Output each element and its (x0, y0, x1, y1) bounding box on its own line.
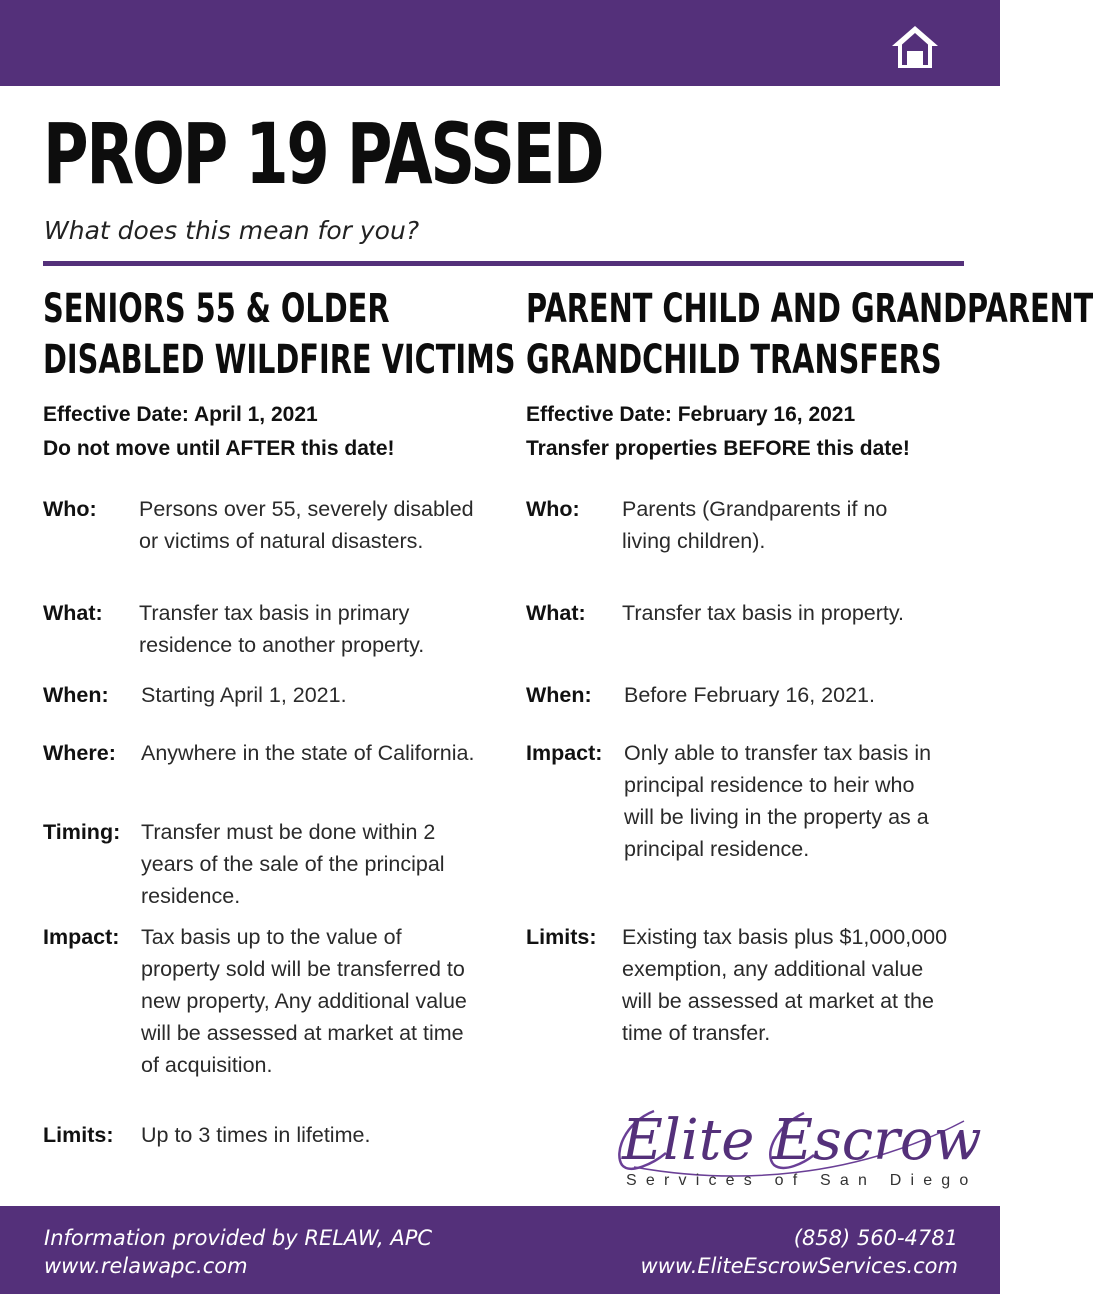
entry-text: Persons over 55, severely disabled or victims of natural disasters. (139, 497, 474, 553)
section-heading-line: DISABLED WILDFIRE VICTIMS (43, 337, 516, 383)
entry-text: Before February 16, 2021. (624, 683, 875, 707)
effective-date-block (526, 398, 910, 466)
footer-website-link[interactable]: www.EliteEscrowServices.com (640, 1254, 958, 1278)
footer-bar (0, 1206, 1000, 1294)
entry-text: Up to 3 times in lifetime. (141, 1123, 371, 1147)
effective-note: Transfer properties BEFORE this date! (526, 437, 910, 460)
entry-label: Who: (43, 497, 97, 521)
footer-credit-link[interactable]: www.relawapc.com (44, 1254, 248, 1278)
entry-label: Limits: (526, 925, 597, 949)
entry-text: Parents (Grandparents if no living children). (622, 497, 888, 553)
entry-label: Timing: (43, 820, 121, 844)
footer-phone[interactable]: (858) 560-4781 (793, 1226, 958, 1250)
entry-label: What: (526, 601, 586, 625)
effective-date: Effective Date: February 16, 2021 (526, 403, 856, 426)
effective-date: Effective Date: April 1, 2021 (43, 403, 318, 426)
header-bar (0, 0, 1000, 86)
entry-text: Tax basis up to the value of property sold will be transferred to new property, Any additional value will be assessed at market at time of acquisition. (141, 925, 467, 1077)
home-icon[interactable] (890, 22, 940, 72)
section-heading-line: SENIORS 55 & OLDER (43, 286, 390, 332)
entry-label: Limits: (43, 1123, 114, 1147)
logo-tagline: Services of San Diego (626, 1172, 978, 1189)
entry-label: Where: (43, 741, 116, 765)
entry-text: Only able to transfer tax basis in principal residence to heir who will be living in the property as a principal residence. (624, 741, 932, 861)
entry-label: Who: (526, 497, 580, 521)
entry-label: Impact: (526, 741, 603, 765)
entry-text: Transfer tax basis in primary residence to another property. (139, 601, 425, 657)
entry-label: What: (43, 601, 103, 625)
effective-note: Do not move until AFTER this date! (43, 437, 395, 460)
section-heading-line: PARENT CHILD AND GRANDPARENT (526, 286, 1093, 332)
page-subtitle: What does this mean for you? (44, 216, 420, 245)
entry-text: Starting April 1, 2021. (141, 683, 347, 707)
entry-text: Anywhere in the state of California. (141, 741, 475, 765)
entry-label: When: (526, 683, 592, 707)
section-heading-line: GRANDCHILD TRANSFERS (526, 337, 942, 383)
page-title: PROP 19 PASSED (43, 105, 603, 203)
entry-text: Transfer must be done within 2 years of the sale of the principal residence. (141, 820, 445, 908)
title-divider (43, 261, 964, 266)
footer-credit: Information provided by RELAW, APC (44, 1226, 433, 1250)
effective-date-block (43, 398, 395, 466)
entry-label: Impact: (43, 925, 120, 949)
transfers-section (526, 284, 1093, 1045)
entry-text: Existing tax basis plus $1,000,000 exemption, any additional value will be assessed at market at the time of transfer. (622, 925, 948, 1045)
logo-wordmark: Elite Escrow (622, 1108, 982, 1173)
section-heading (43, 284, 516, 386)
seniors-section (43, 284, 516, 1147)
entry-label: When: (43, 683, 109, 707)
entry-text: Transfer tax basis in property. (622, 601, 904, 625)
section-heading (526, 284, 1093, 386)
